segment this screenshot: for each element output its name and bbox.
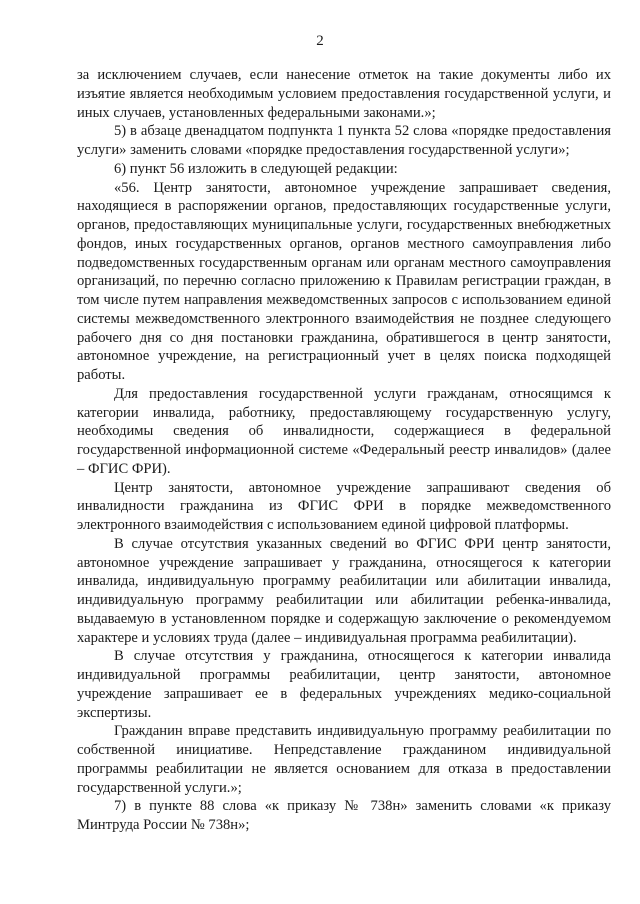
document-body bbox=[77, 66, 611, 835]
paragraph: Гражданин вправе представить индивидуальную программу реабилитации по собственной инициативе. Непредставление гражданином индивидуальной программы реабилитации не является основанием для отказа в предоставлении государственной услуги.»; bbox=[77, 723, 611, 796]
page-number: 2 bbox=[316, 33, 324, 49]
paragraph: Центр занятости, автономное учреждение запрашивают сведения об инвалидности гражданина из ФГИС ФРИ в порядке межведомственного электронного взаимодействия с использованием единой цифровой платформы. bbox=[77, 479, 611, 533]
paragraph: 7) в пункте 88 слова «к приказу № 738н» заменить словами «к приказу Минтруда России № 738н»; bbox=[77, 798, 611, 833]
paragraph: 5) в абзаце двенадцатом подпункта 1 пункта 52 слова «порядке предоставления услуги» заменить словами «порядке предоставления государственной услуги»; bbox=[77, 123, 611, 158]
paragraph: В случае отсутствия у гражданина, относящегося к категории инвалида индивидуальной программы реабилитации, центр занятости, автономное учреждение запрашивает ее в федеральных учреждениях медико-социальной экспертизы. bbox=[77, 648, 611, 721]
paragraph: В случае отсутствия указанных сведений во ФГИС ФРИ центр занятости, автономное учреждение запрашивает у гражданина, относящегося к категории инвалида, индивидуальную программу реабилитации или абилитации инвалида, индивидуальную программу реабилитации или абилитации ребенка-инвалида, выдаваемую в установленном порядке и содержащую заключение о рекомендуемом характере и условиях труда (далее – индивидуальная программа реабилитации). bbox=[77, 535, 611, 646]
paragraph: за исключением случаев, если нанесение отметок на такие документы либо их изъятие является необходимым условием предоставления государственной услуги, и иных случаев, установленных федеральными законами.»; bbox=[77, 67, 611, 121]
paragraph: «56. Центр занятости, автономное учреждение запрашивает сведения, находящиеся в распоряжении органов, предоставляющих государственные услуги, органов, предоставляющих муниципальные услуги, государственных внебюджетных фондов, иных государственных органов, органов местного самоуправления либо подведомственных государственным органам или органам местного самоуправления организаций, по перечню согласно приложению к Правилам регистрации граждан, в том числе путем направления межведомственных запросов с использованием единой системы межведомственного электронного взаимодействия не позднее следующего рабочего дня со дня постановки гражданина, обратившегося в центр занятости, автономное учреждение, на регистрационный учет в целях поиска подходящей работы. bbox=[77, 179, 611, 383]
paragraph: Для предоставления государственной услуги гражданам, относящимся к категории инвалида, работнику, предоставляющему государственную услугу, необходимы сведения об инвалидности, содержащиеся в федеральной государственной информационной системе «Федеральный реестр инвалидов» (далее – ФГИС ФРИ). bbox=[77, 385, 611, 477]
paragraph: 6) пункт 56 изложить в следующей редакции: bbox=[114, 160, 398, 177]
